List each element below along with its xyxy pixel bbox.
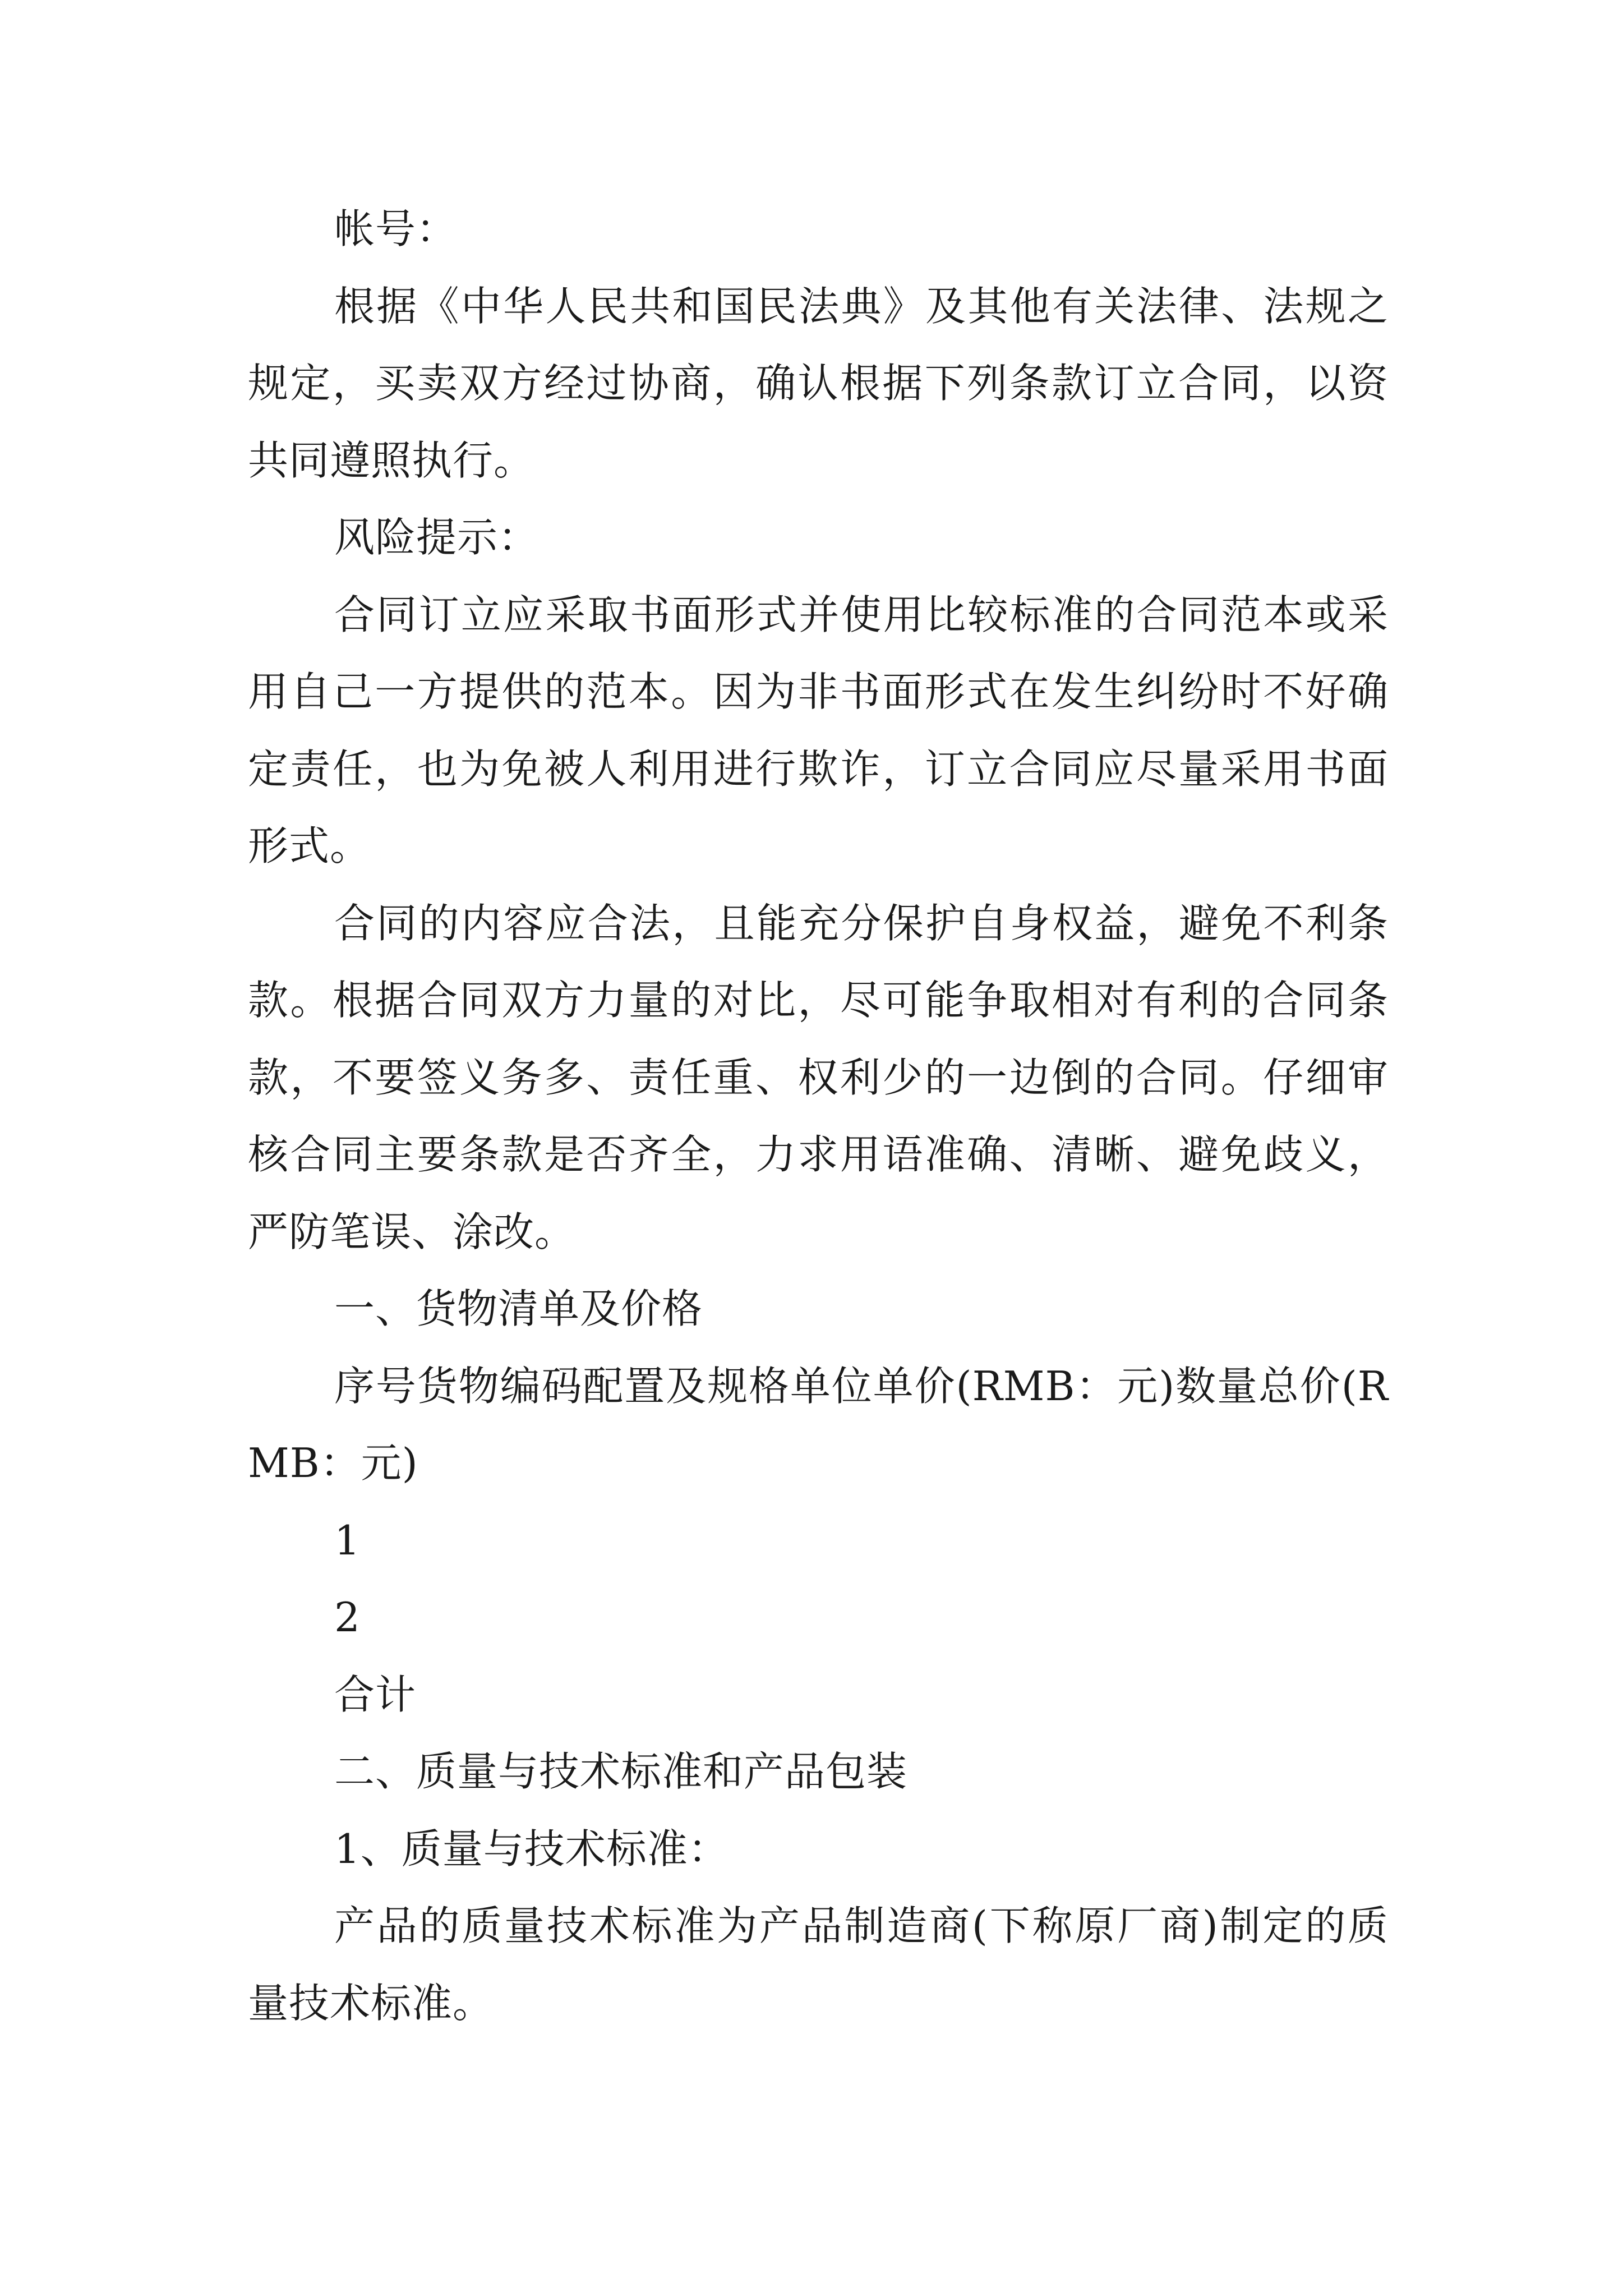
goods-row-1: 1: [334, 1516, 361, 1564]
document-page: [248, 191, 1389, 2042]
account-label: 帐号：: [334, 205, 458, 252]
risk-notice-paragraph-2: 合同的内容应合法，且能充分保护自身权益，避免不利条款。根据合同双方力量的对比，尽可能争取相对有利的合同条款，不要签义务多、责任重、权利少的一边倒的合同。仔细审核合同主要条款是否齐全，力求用语准确、清晰、避免歧义，严防笔误、涂改。: [248, 899, 1389, 1255]
legal-basis-paragraph: 根据《中华人民共和国民法典》及其他有关法律、法规之规定，买卖双方经过协商，确认根据下列条款订立合同，以资共同遵照执行。: [248, 282, 1389, 484]
goods-row-2: 2: [334, 1594, 361, 1641]
risk-notice-paragraph-1: 合同订立应采取书面形式并使用比较标准的合同范本或采用自己一方提供的范本。因为非书面形式在发生纠纷时不好确定责任，也为免被人利用进行欺诈，订立合同应尽量采用书面形式。: [248, 591, 1389, 869]
section-2-heading: 二、质量与技术标准和产品包装: [334, 1748, 908, 1795]
section-1-heading: 一、货物清单及价格: [334, 1285, 703, 1332]
goods-total-row: 合计: [334, 1671, 417, 1718]
quality-standard-paragraph: 产品的质量技术标准为产品制造商(下称原厂商)制定的质量技术标准。: [248, 1902, 1389, 2027]
risk-notice-heading: 风险提示：: [334, 514, 540, 561]
subsection-2-1-heading: 1、质量与技术标准：: [334, 1825, 729, 1872]
goods-table-header: 序号货物编码配置及规格单位单价(RMB：元)数量总价(RMB：元): [248, 1362, 1389, 1487]
